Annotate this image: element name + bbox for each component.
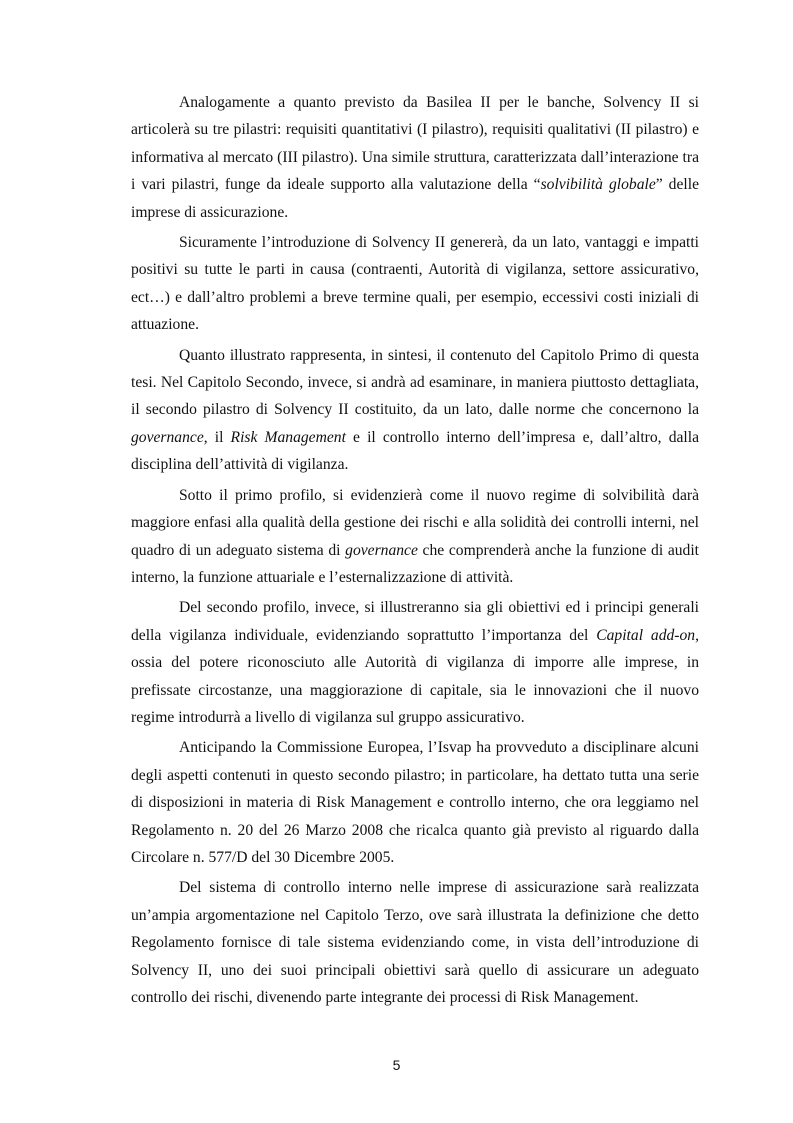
text-run: ” delle imprese di assicurazione. [131, 176, 699, 221]
paragraph-2 [131, 229, 699, 339]
paragraph-7 [131, 874, 699, 1011]
text-run: Del secondo profilo, invece, si illustreranno sia gli obiettivi ed i principi generali della vigilanza individuale, evidenziando soprattutto l’importanza del [131, 599, 699, 644]
text-run: Sotto il primo profilo, si evidenzierà come il nuovo regime di solvibilità darà maggiore enfasi alla qualità della gestione dei rischi e alla solidità dei controlli interni, nel quadro di un adeguato sistema di [131, 486, 699, 559]
text-run: che comprenderà anche la funzione di audit interno, la funzione attuariale e l’esternalizzazione di attività. [131, 541, 699, 586]
paragraph-1 [131, 89, 699, 226]
paragraph-6 [131, 734, 699, 871]
paragraph-3 [131, 342, 699, 479]
italic-run: governance [345, 541, 418, 559]
paragraph-5 [131, 594, 699, 731]
document-body [131, 89, 699, 1014]
text-run: Quanto illustrato rappresenta, in sintesi, il contenuto del Capitolo Primo di questa tesi. Nel Capitolo Secondo, invece, si andrà ad esaminare, in maniera piuttosto dettagliata, il secondo pilastro di Solvency II costituito, da un lato, dalle norme che concernono la [131, 346, 699, 419]
italic-run: Risk Management [230, 428, 346, 446]
text-run: , ossia del potere riconosciuto alle Autorità di vigilanza di imporre alle imprese, in prefissate circostanze, una maggiorazione di capitale, sia le innovazioni che il nuovo regime introdurrà a livello di vigilanza sul gruppo assicurativo. [131, 626, 699, 726]
text-run: Anticipando la Commissione Europea, l’Isvap ha provveduto a disciplinare alcuni degli aspetti contenuti in questo secondo pilastro; in particolare, ha dettato tutta una serie di disposizioni in materia di Risk Management e controllo interno, che ora leggiamo nel Regolamento n. 20 del 26 Marzo 2008 che ricalca quanto già previsto al riguardo dalla Circolare n. 577/D del 30 Dicembre 2005. [131, 739, 699, 866]
text-run: Del sistema di controllo interno nelle imprese di assicurazione sarà realizzata un’ampia argomentazione nel Capitolo Terzo, ove sarà illustrata la definizione che detto Regolamento fornisce di tale sistema evidenziando come, in vista dell’introduzione di Solvency II, uno dei suoi principali obiettivi sarà quello di assicurare un adeguato controllo dei rischi, divenendo parte integrante dei processi di Risk Management. [131, 879, 699, 1006]
text-run: Sicuramente l’introduzione di Solvency II genererà, da un lato, vantaggi e impatti positivi su tutte le parti in causa (contraenti, Autorità di vigilanza, settore assicurativo, ect…) e dall’altro problemi a breve termine quali, per esempio, eccessivi costi iniziali di attuazione. [131, 234, 699, 334]
text-run: , il [203, 428, 231, 446]
italic-run: governance [131, 428, 204, 446]
italic-run: Capital add-on [596, 626, 696, 644]
italic-run: solvibilità globale [540, 176, 656, 194]
text-run: e il controllo interno dell’impresa e, dall’altro, dalla disciplina dell’attività di vigilanza. [131, 428, 699, 474]
page-number: 5 [392, 1057, 401, 1073]
paragraph-4 [131, 482, 699, 592]
text-run: Analogamente a quanto previsto da Basilea II per le banche, Solvency II si articolerà su tre pilastri: requisiti quantitativi (I pilastro), requisiti qualitativi (II pilastro) e informativa al mercato (III pilastro). Una simile struttura, caratterizzata dall’interazione tra i vari pilastri, funge da ideale supporto alla valutazione della “ [131, 94, 699, 194]
